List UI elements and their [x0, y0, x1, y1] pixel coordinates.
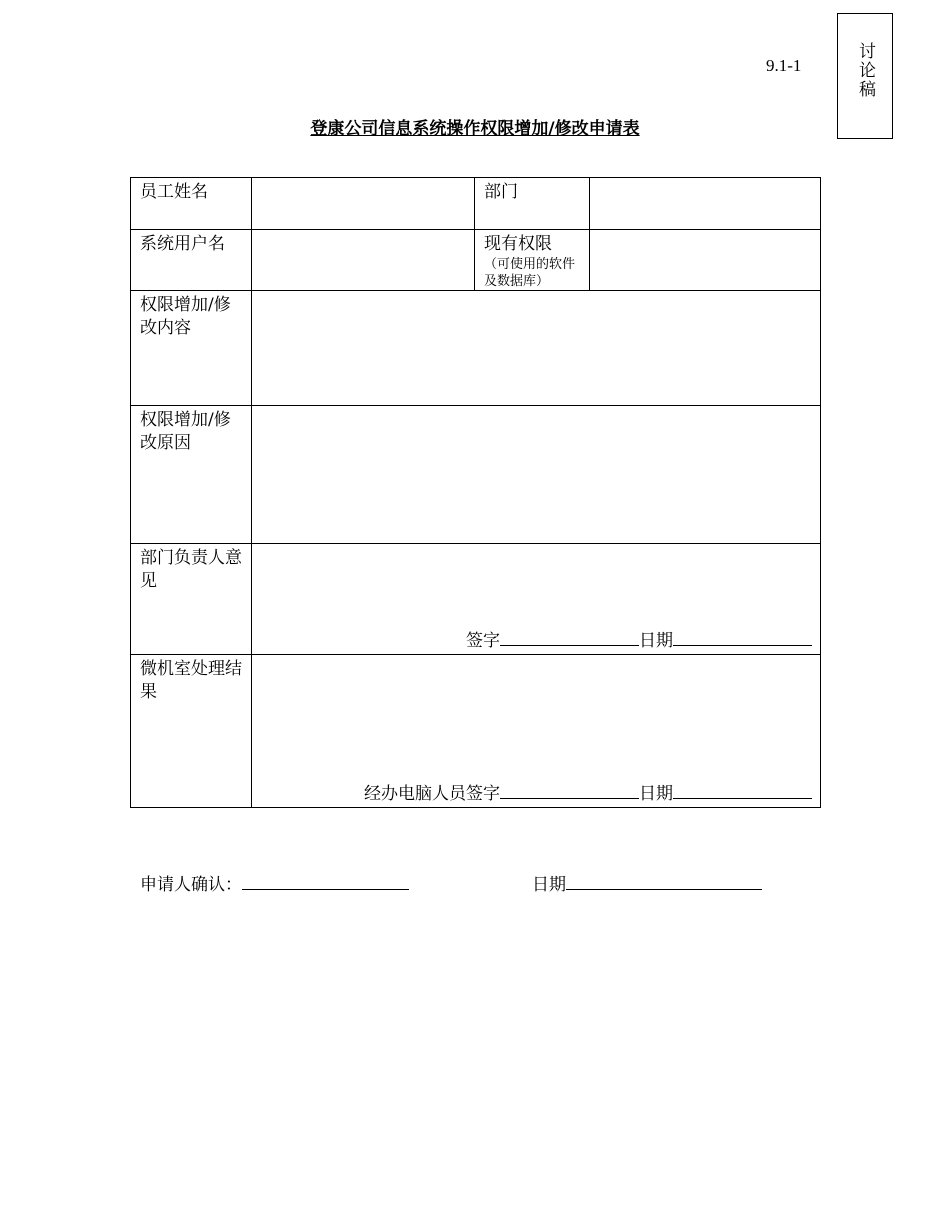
document-code: 9.1-1	[766, 56, 802, 75]
it-signature-line	[364, 781, 812, 805]
department-field[interactable]	[590, 178, 821, 230]
employee-name-label: 员工姓名	[131, 178, 252, 230]
applicant-signature-blank[interactable]	[242, 872, 409, 890]
it-date-label: 日期	[639, 784, 673, 804]
dept-head-date-blank[interactable]	[673, 628, 812, 646]
it-date-blank[interactable]	[673, 781, 812, 799]
dept-head-date-label: 日期	[639, 631, 673, 651]
applicant-date-blank[interactable]	[566, 872, 762, 890]
row-employee	[131, 178, 821, 230]
it-signature-blank[interactable]	[500, 781, 639, 799]
change-reason-label: 权限增加/修改原因	[131, 406, 252, 544]
applicant-confirmation-label: 申请人确认：	[140, 875, 242, 895]
row-it-result	[131, 655, 821, 808]
change-content-field[interactable]	[252, 291, 821, 406]
employee-name-field[interactable]	[252, 178, 475, 230]
applicant-date-label: 日期	[532, 875, 566, 895]
dept-head-opinion-label: 部门负责人意见	[131, 544, 252, 655]
current-permissions-field[interactable]	[590, 230, 821, 291]
row-username	[131, 230, 821, 291]
dept-head-opinion-field[interactable]	[252, 544, 821, 655]
applicant-confirmation	[140, 870, 409, 895]
system-username-label: 系统用户名	[131, 230, 252, 291]
current-permissions-note: （可使用的软件及数据库）	[484, 257, 576, 289]
current-permissions-label: 现有权限	[484, 234, 552, 254]
row-dept-head-opinion	[131, 544, 821, 655]
dept-head-signature-blank[interactable]	[500, 628, 639, 646]
it-result-field[interactable]	[252, 655, 821, 808]
applicant-date	[532, 870, 762, 895]
department-label: 部门	[475, 178, 590, 230]
form-title: 登康公司信息系统操作权限增加/修改申请表	[310, 119, 640, 139]
draft-stamp-text: 讨论稿	[855, 42, 875, 99]
change-content-label: 权限增加/修改内容	[131, 291, 252, 406]
current-permissions-cell	[475, 230, 590, 291]
dept-head-signature-label: 签字	[466, 631, 500, 651]
row-change-content	[131, 291, 821, 406]
it-result-label: 微机室处理结果	[131, 655, 252, 808]
application-form-table	[130, 177, 821, 808]
change-reason-field[interactable]	[252, 406, 821, 544]
system-username-field[interactable]	[252, 230, 475, 291]
row-change-reason	[131, 406, 821, 544]
it-signature-label: 经办电脑人员签字	[364, 784, 500, 804]
dept-head-signature-line	[466, 628, 812, 652]
